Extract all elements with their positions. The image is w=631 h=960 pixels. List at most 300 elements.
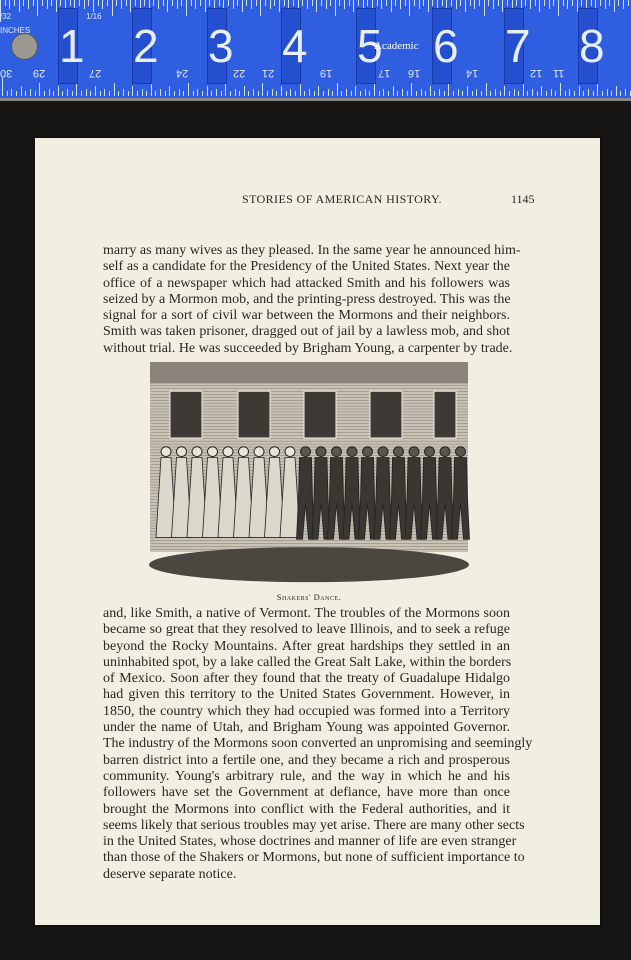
ruler-tick — [625, 89, 626, 96]
ruler-tick — [79, 0, 80, 6]
ruler-tick — [2, 78, 3, 96]
cm-label: 12 — [530, 67, 543, 79]
ruler-tick — [609, 0, 610, 6]
ruler-tick — [451, 0, 452, 6]
ruler-tick — [158, 0, 159, 9]
dancer-head — [409, 447, 419, 457]
ruler-tick — [84, 0, 85, 9]
ruler-tick — [549, 0, 550, 9]
ruler-tick — [569, 89, 570, 96]
inch-label: 8 — [578, 8, 598, 84]
ruler-tick — [379, 91, 380, 96]
ruler-tick — [251, 0, 252, 9]
ruler-tick — [93, 0, 94, 12]
ruler-tick — [395, 0, 396, 6]
ruler-tick — [163, 0, 164, 6]
ruler-tick — [86, 89, 87, 96]
ruler-tick — [81, 91, 82, 96]
ruler-tick — [228, 0, 229, 6]
ruler-tick — [233, 0, 234, 9]
ruler-tick — [219, 0, 220, 6]
ruler-tick — [391, 0, 392, 12]
ruler-tick — [504, 86, 505, 96]
ruler-tick — [186, 0, 187, 16]
ruler-tick — [60, 0, 61, 6]
dancer-head — [440, 447, 450, 457]
ruler-tick — [100, 91, 101, 96]
paragraph-2 — [103, 606, 533, 883]
ruler-tick — [253, 89, 254, 96]
ruler-tick — [618, 0, 619, 6]
ruler-tick — [279, 0, 280, 12]
text-line: under the name of Utah, and Brigham Young was appointed Governor. — [103, 720, 510, 736]
ruler-tick — [602, 91, 603, 96]
dancer-head — [301, 447, 311, 457]
ruler-tick — [30, 89, 31, 96]
ruler-tick — [165, 91, 166, 96]
ruler-tick — [102, 0, 103, 9]
ruler-tick — [611, 91, 612, 96]
dancer-head — [270, 447, 280, 457]
ruler-tick — [458, 89, 459, 96]
dancer-head — [332, 447, 342, 457]
ruler-tick — [272, 89, 273, 96]
ruler-tick — [411, 83, 412, 96]
ruler-tick — [274, 0, 275, 6]
ruler-tick — [23, 0, 24, 6]
ruler-tick — [237, 0, 238, 6]
ruler-tick — [205, 0, 206, 12]
ruler-tick — [628, 0, 629, 6]
ruler-tick — [335, 0, 336, 16]
ruler-tick — [284, 0, 285, 6]
ruler-tick — [355, 86, 356, 96]
ruler-tick — [221, 91, 222, 96]
ruler-tick — [235, 89, 236, 96]
inch-label: 2 — [132, 8, 152, 84]
ruler-tick — [546, 91, 547, 96]
ruler-tick — [351, 91, 352, 96]
figure-caption: Shakers' Dance. — [276, 592, 342, 602]
ruler-tick — [565, 91, 566, 96]
ruler-tick — [383, 89, 384, 96]
ruler-tick — [393, 86, 394, 96]
ruler-tick — [381, 0, 382, 9]
ruler-tick — [341, 91, 342, 96]
ruler-tick — [532, 89, 533, 96]
ruler-tick — [155, 91, 156, 96]
ruler-tick — [539, 0, 540, 12]
text-line: beyond the Rocky Mountains. After great hardships they settled in an — [103, 638, 510, 654]
ruler-tick — [146, 91, 147, 96]
text-line: barren district into a fertile one, and they became a rich and prosperous — [103, 752, 510, 768]
ruler-tick — [56, 0, 57, 12]
ruler-tick — [5, 0, 6, 6]
paragraph-1 — [103, 243, 521, 357]
ruler-tick — [174, 91, 175, 96]
ruler-tick — [70, 0, 71, 6]
ruler-tick — [25, 91, 26, 96]
ruler-tick — [377, 0, 378, 6]
ruler-tick — [47, 0, 48, 9]
ruler-tick — [181, 0, 182, 6]
ruler-tick — [605, 0, 606, 9]
ruler-tick — [318, 86, 319, 96]
ruler-tick — [551, 89, 552, 96]
ruler-tick — [19, 0, 20, 12]
ruler-tick — [179, 89, 180, 96]
ruler-tick — [579, 86, 580, 96]
ruler-tick — [434, 91, 435, 96]
ruler-tick — [267, 91, 268, 96]
ruler-tick — [72, 91, 73, 96]
ruler-tick — [439, 89, 440, 96]
ruler-tick — [239, 91, 240, 96]
dancer-head — [394, 447, 404, 457]
text-line: deserve separate notice. — [103, 866, 237, 882]
ruler-tick — [400, 0, 401, 9]
text-line: The industry of the Mormons soon converted an unpromising and seemingly — [103, 736, 533, 752]
ruler-tick — [144, 0, 145, 6]
dancer-head — [363, 447, 373, 457]
ruler-tick — [191, 0, 192, 6]
ruler-tick — [112, 0, 113, 16]
cm-label: 22 — [233, 67, 246, 79]
ruler-tick — [116, 0, 117, 6]
ruler-tick — [365, 89, 366, 96]
ruler-tick — [402, 89, 403, 96]
ruler-tick — [442, 0, 443, 6]
ruler-tick — [620, 91, 621, 96]
text-line: signal for a sort of civil war between the Mormons and their neighbors. — [103, 308, 510, 324]
running-title: STORIES OF AMERICAN HISTORY. — [242, 192, 442, 206]
ruler-tick — [465, 0, 466, 12]
dancer-head — [316, 447, 326, 457]
ruler-tick — [195, 0, 196, 9]
cm-label: 14 — [466, 67, 479, 79]
inch-label: 1 — [58, 8, 78, 84]
ruler-tick — [467, 86, 468, 96]
dancer-head — [378, 447, 388, 457]
text-line: community. Young's arbitrary rule, and the way in which he and his — [103, 768, 510, 784]
ruler-tick — [572, 0, 573, 6]
ruler-tick — [323, 91, 324, 96]
ruler-tick — [563, 0, 564, 6]
ruler-tick — [407, 91, 408, 96]
unit-label: INCHES — [0, 26, 31, 35]
ruler-tick — [498, 0, 499, 6]
ruler-tick — [360, 91, 361, 96]
ruler-tick — [142, 89, 143, 96]
ruler-tick — [493, 0, 494, 9]
ruler-tick — [295, 91, 296, 96]
ruler-tick — [35, 91, 36, 96]
ruler-tick — [33, 0, 34, 6]
ruler-tick — [216, 89, 217, 96]
cm-label: 29 — [33, 67, 46, 79]
cm-label: 30 — [0, 67, 13, 79]
ruler-tick — [419, 0, 420, 9]
ruler-tick — [414, 0, 415, 6]
text-line: uninhabited spot, by a lake called the Great Salt Lake, within the borders — [103, 654, 512, 670]
dancer-head — [347, 447, 357, 457]
ruler-brand: Academic — [374, 40, 419, 52]
ruler-tick — [256, 0, 257, 6]
ruler-tick — [479, 0, 480, 6]
ruler-tick — [109, 91, 110, 96]
ruler-tick — [544, 0, 545, 6]
ruler-tick — [453, 91, 454, 96]
ruler-tick — [460, 0, 461, 6]
text-line: became so great that they resolved to leave Illinois, and to seek a refuge — [103, 622, 510, 638]
ruler-tick — [321, 0, 322, 6]
ruler-tick — [312, 0, 313, 6]
ruler-tick — [614, 0, 615, 12]
ruler-tick — [197, 89, 198, 96]
ruler-tick — [51, 0, 52, 6]
ruler-tick — [316, 0, 317, 12]
ruler-tick — [153, 0, 154, 6]
ruler-tick — [344, 0, 345, 9]
ruler-tick — [242, 0, 243, 12]
ruler-tick — [276, 91, 277, 96]
ruler-tick — [591, 0, 592, 6]
ruler-tick — [90, 91, 91, 96]
dancer-head — [239, 447, 249, 457]
inch-label: 6 — [432, 8, 452, 84]
ruler-tick — [132, 86, 133, 96]
ruler-tick — [314, 91, 315, 96]
ruler-tick — [49, 89, 50, 96]
dancer-head — [223, 447, 233, 457]
text-line: followers have set the Government at defiance, have more than once — [103, 785, 510, 801]
cm-label: 16 — [408, 67, 421, 79]
ruler-tick — [258, 91, 259, 96]
ruler-tick — [462, 91, 463, 96]
ruler-hole — [11, 33, 38, 60]
ruler-tick — [416, 91, 417, 96]
ruler-tick — [21, 86, 22, 96]
ruler-tick — [555, 91, 556, 96]
page-number: 1145 — [511, 192, 535, 206]
ruler-tick — [95, 86, 96, 96]
ruler-tick — [358, 0, 359, 6]
ruler-tick — [349, 0, 350, 6]
ruler-tick — [58, 86, 59, 96]
ruler — [0, 0, 631, 101]
text-line: than those of the Shakers or Mormons, but none of sufficient importance to — [103, 850, 525, 866]
ruler-tick — [135, 0, 136, 6]
ruler-tick — [486, 83, 487, 96]
shakers-dance-illustration — [148, 362, 470, 606]
ruler-tick — [183, 91, 184, 96]
ruler-tick — [581, 0, 582, 6]
ruler-tick — [428, 0, 429, 12]
ruler-tick — [118, 91, 119, 96]
ruler-tick — [470, 0, 471, 6]
ruler-tick — [188, 83, 189, 96]
ruler-tick — [11, 89, 12, 96]
text-line: without trial. He was succeeded by Brigham Young, a carpenter by trade. — [103, 340, 513, 356]
ruler-tick — [337, 83, 338, 96]
cm-label: 11 — [553, 67, 565, 79]
text-line: office of a newspaper which had attacked Smith and his followers was — [103, 275, 510, 291]
ruler-tick — [472, 91, 473, 96]
ruler-tick — [37, 0, 38, 16]
ruler-tick — [265, 0, 266, 6]
ruler-tick — [177, 0, 178, 9]
ruler-tick — [600, 0, 601, 6]
cm-label: 19 — [320, 67, 333, 79]
ruler-tick — [353, 0, 354, 12]
text-line: 1850, the country which they had occupied was formed into a Territory — [103, 703, 510, 719]
cm-label: 27 — [89, 67, 102, 79]
ruler-tick — [230, 91, 231, 96]
ruler-tick — [260, 0, 261, 16]
text-line: Smith was taken prisoner, dragged out of jail by a lawless mob, and shot — [103, 324, 510, 340]
ruler-tick — [558, 0, 559, 16]
ruler-tick — [386, 0, 387, 6]
ruler-tick — [16, 91, 17, 96]
ruler-tick — [172, 0, 173, 6]
ruler-tick — [537, 91, 538, 96]
text-line: seized by a Mormon mob, and the printing-press destroyed. This was the — [103, 291, 511, 307]
ruler-tick — [123, 89, 124, 96]
ruler-tick — [567, 0, 568, 9]
ruler-tick — [456, 0, 457, 9]
ruler-tick — [137, 91, 138, 96]
ruler-tick — [339, 0, 340, 6]
ruler-tick — [167, 0, 168, 12]
ruler-tick — [490, 91, 491, 96]
text-line: in the United States, whose doctrines and manner of life are even stranger — [103, 834, 517, 850]
ruler-tick — [328, 89, 329, 96]
ruler-tick — [209, 0, 210, 6]
book-page — [35, 138, 600, 925]
ruler-tick — [623, 0, 624, 9]
ruler-tick — [262, 83, 263, 96]
ruler-tick — [518, 91, 519, 96]
dancer-head — [192, 447, 202, 457]
ruler-tick — [616, 86, 617, 96]
ruler-tick — [98, 0, 99, 6]
ruler-tick — [388, 91, 389, 96]
ruler-tick — [397, 91, 398, 96]
ruler-tick — [104, 89, 105, 96]
ruler-tick — [281, 86, 282, 96]
inch-label: 3 — [207, 8, 227, 84]
ruler-tick — [39, 83, 40, 96]
ruler-tick — [244, 86, 245, 96]
ruler-tick — [107, 0, 108, 6]
ruler-tick — [290, 89, 291, 96]
ruler-tick — [42, 0, 43, 6]
dancer-head — [208, 447, 218, 457]
ruler-tick — [481, 91, 482, 96]
ruler-tick — [169, 86, 170, 96]
ruler-tick — [553, 0, 554, 6]
fraction-label: /32 — [0, 12, 12, 21]
ruler-tick — [121, 0, 122, 9]
ruler-tick — [160, 89, 161, 96]
ruler-tick — [326, 0, 327, 9]
fraction-label: 1/16 — [86, 12, 102, 21]
ruler-tick — [500, 91, 501, 96]
ruler-tick — [432, 0, 433, 6]
ruler-tick — [527, 91, 528, 96]
ruler-tick — [369, 91, 370, 96]
ruler-tick — [193, 91, 194, 96]
ruler-tick — [514, 89, 515, 96]
ruler-tick — [516, 0, 517, 6]
ruler-tick — [202, 91, 203, 96]
ruler-tick — [607, 89, 608, 96]
ruler-tick — [425, 91, 426, 96]
ruler-tick — [62, 91, 63, 96]
text-line: marry as many wives as they pleased. In the same year he announced him- — [103, 243, 521, 258]
text-line: of Mexico. Soon after they found that the treaty of Guadalupe Hidalgo — [103, 671, 510, 687]
ruler-tick — [7, 91, 8, 96]
inch-label: 4 — [281, 8, 301, 84]
ruler-tick — [307, 0, 308, 9]
ruler-tick — [207, 86, 208, 96]
ruler-tick — [330, 0, 331, 6]
ruler-tick — [293, 0, 294, 6]
ruler-tick — [302, 0, 303, 6]
ruler-tick — [488, 0, 489, 6]
ruler-tick — [286, 91, 287, 96]
ruler-tick — [309, 89, 310, 96]
ruler-tick — [495, 89, 496, 96]
cm-label: 17 — [378, 67, 391, 79]
ruler-tick — [14, 0, 15, 6]
ruler-tick — [126, 0, 127, 6]
text-line: and, like Smith, a native of Vermont. The troubles of the Mormons soon — [103, 606, 510, 621]
ruler-tick — [530, 0, 531, 9]
ruler-tick — [248, 91, 249, 96]
engraving — [148, 362, 470, 588]
cm-label: 24 — [176, 67, 189, 79]
text-line: brought the Mormons into conflict with the Federal authorities, and it — [103, 801, 510, 817]
ruler-tick — [270, 0, 271, 9]
ruler-tick — [507, 0, 508, 6]
inch-label: 7 — [504, 8, 524, 84]
ruler-tick — [541, 86, 542, 96]
ruler-tick — [53, 91, 54, 96]
ruler-tick — [246, 0, 247, 6]
ruler-tick — [535, 0, 536, 6]
ruler-tick — [593, 91, 594, 96]
ruler-tick — [200, 0, 201, 6]
text-line: self as a candidate for the Presidency of the United States. Next year the — [103, 259, 510, 275]
ruler-tick — [430, 86, 431, 96]
ruler-tick — [44, 91, 45, 96]
dancer-head — [425, 447, 435, 457]
ruler-tick — [525, 0, 526, 6]
ruler-tick — [405, 0, 406, 6]
dancer-head — [456, 447, 466, 457]
ruler-tick — [28, 0, 29, 9]
ruler-tick — [583, 91, 584, 96]
ruler-tick — [574, 91, 575, 96]
dancer-head — [285, 447, 295, 457]
inch-label: 5 — [356, 8, 376, 84]
ruler-tick — [9, 0, 10, 9]
ruler-tick — [346, 89, 347, 96]
ruler-tick — [67, 89, 68, 96]
ruler-tick — [211, 91, 212, 96]
ruler-tick — [409, 0, 410, 16]
